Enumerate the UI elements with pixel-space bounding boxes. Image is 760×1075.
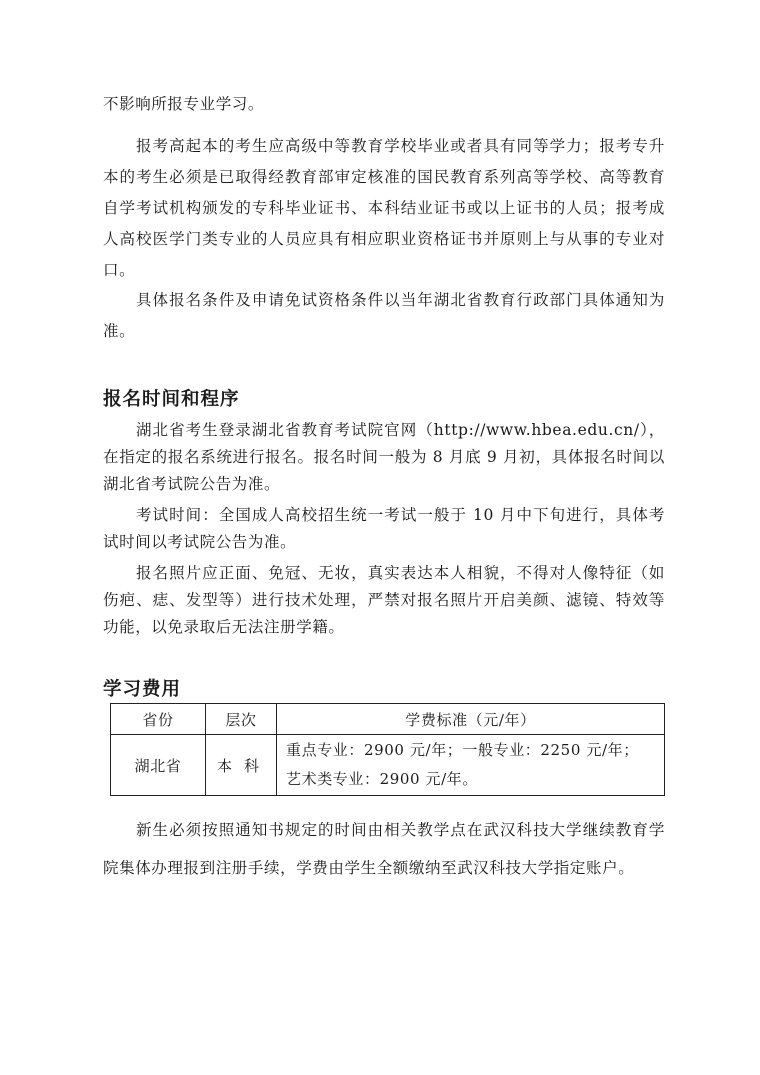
paragraph-registration-website: 湖北省考生登录湖北省教育考试院官网（http://www.hbea.edu.cn/），在指定的报名系统进行报名。报名时间一般为 8 月底 9 月初，具体报名时间以湖北省考试院公告为准。 xyxy=(103,421,665,493)
table-row xyxy=(111,735,665,796)
fee-table xyxy=(110,703,665,796)
paragraph-continuation: 不影响所报专业学习。 xyxy=(103,95,265,113)
paragraph-specific-conditions: 具体报名条件及申请免试资格条件以当年湖北省教育行政部门具体通知为准。 xyxy=(103,291,665,340)
fee-line-2: 艺术类专业：2900 元/年。 xyxy=(286,770,478,788)
header-province: 省份 xyxy=(111,704,206,735)
fee-line-1: 重点专业：2900 元/年；一般专业：2250 元/年； xyxy=(286,741,639,759)
heading-registration: 报名时间和程序 xyxy=(103,389,240,410)
fee-table-header-row xyxy=(111,704,665,735)
header-level: 层次 xyxy=(206,704,277,735)
cell-level xyxy=(206,735,277,796)
heading-fees: 学习费用 xyxy=(103,679,182,700)
paragraph-photo-requirements: 报名照片应正面、免冠、无妆，真实表达本人相貌，不得对人像特征（如伤疤、痣、发型等）进行技术处理，严禁对报名照片开启美颜、滤镜、特效等功能，以免录取后无法注册学籍。 xyxy=(103,564,665,636)
paragraph-payment-note: 新生必须按照通知书规定的时间由相关教学点在武汉科技大学继续教育学院集体办理报到注册手续，学费由学生全额缴纳至武汉科技大学指定账户。 xyxy=(103,821,665,877)
paragraph-exam-time: 考试时间：全国成人高校招生统一考试一般于 10 月中下旬进行，具体考试时间以考试院公告为准。 xyxy=(103,506,665,551)
level-text: 本科 xyxy=(216,756,271,775)
header-fee-standard: 学费标准（元/年） xyxy=(277,704,665,735)
paragraph-admission-requirements: 报考高起本的考生应高级中等教育学校毕业或者具有同等学力；报考专升本的考生必须是已取得经教育部审定核准的国民教育系列高等学校、高等教育自学考试机构颁发的专科毕业证书、本科结业证书或以上证书的人员；报考成人高校医学门类专业的人员应具有相应职业资格证书并原则上与从事的专业对口。 xyxy=(103,137,665,279)
cell-fee-standard xyxy=(277,735,665,796)
cell-province: 湖北省 xyxy=(111,735,206,796)
